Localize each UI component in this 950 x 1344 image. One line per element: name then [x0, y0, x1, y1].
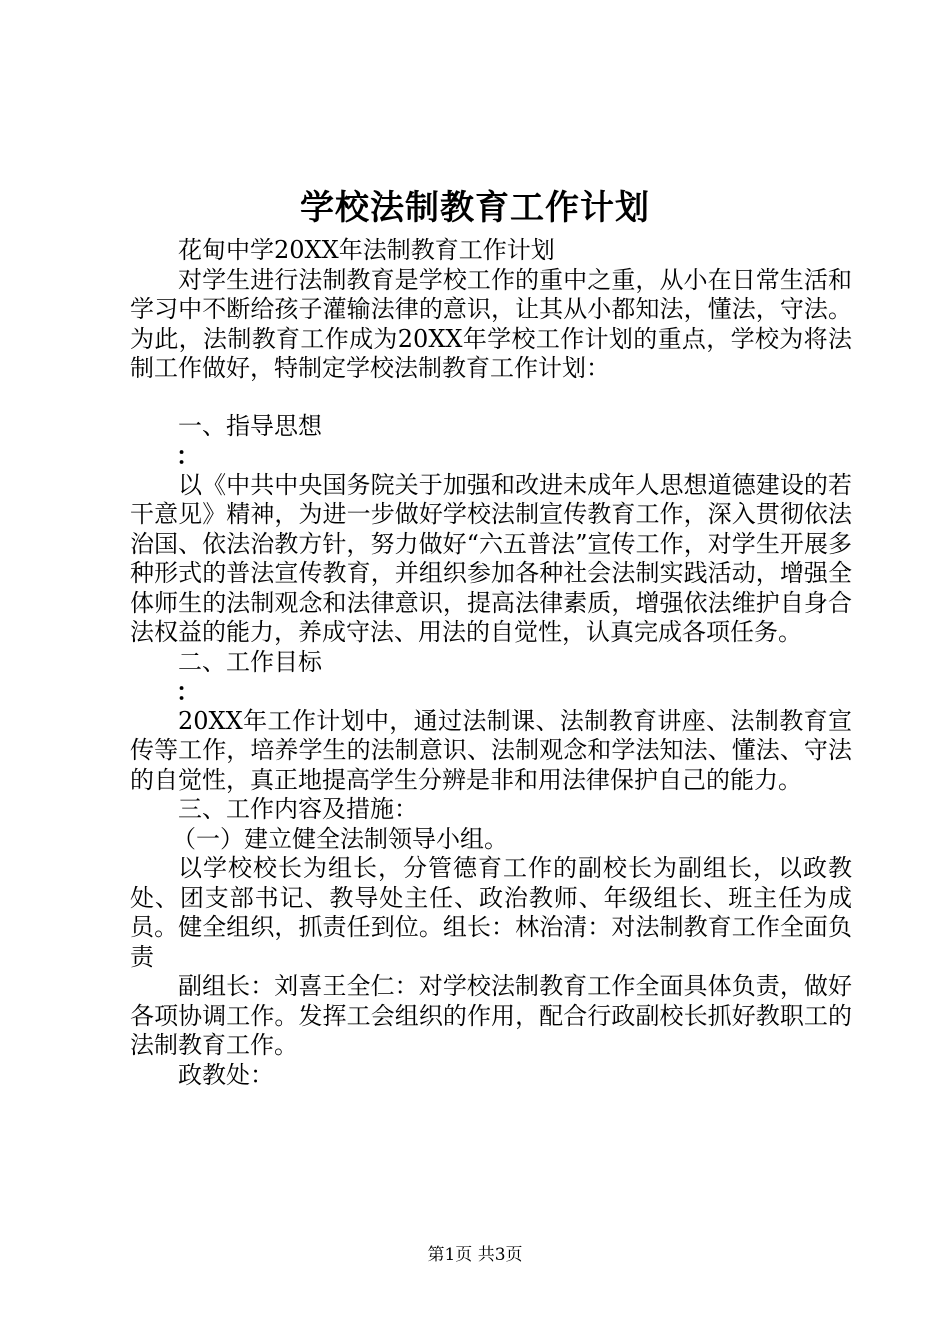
politics-office-line: 政教处：	[178, 1060, 274, 1089]
section3-heading: 三、工作内容及措施：	[178, 795, 418, 823]
section2-paragraph: 20XX年工作计划中，通过法制课、法制教育讲座、法制教育宣传等工作，培养学生的法制意识、法制观念和学法知法、懂法、守法的自觉性，真正地提高学生分辨是非和用法律保护自己的能力。	[130, 706, 852, 794]
section1-heading: 一、指导思想	[178, 411, 322, 440]
intro-paragraph: 对学生进行法制教育是学校工作的重中之重，从小在日常生活和学习中不断给孩子灌输法律的意识，让其从小都知法，懂法，守法。为此，法制教育工作成为20XX年学校工作计划的重点，学校为将法制工作做好，特制定学校法制教育工作计划：	[130, 265, 852, 382]
section2-heading: 二、工作目标	[178, 647, 322, 676]
section1-colon: ：	[176, 441, 200, 470]
paragraph-gap	[130, 384, 852, 412]
document-subtitle: 花甸中学20XX年法制教育工作计划	[178, 236, 555, 264]
section2-colon: ：	[176, 677, 200, 706]
page-footer: 第1页 共3页	[427, 1245, 523, 1265]
sub1-paragraph: 以学校校长为组长，分管德育工作的副校长为副组长，以政教处、团支部书记、教导处主任、政治教师、年级组长、班主任为成员。健全组织，抓责任到位。组长：林治清：对法制教育工作全面负责	[130, 854, 852, 971]
section1-paragraph: 以《中共中央国务院关于加强和改进未成年人思想道德建设的若干意见》精神，为进一步做好学校法制宣传教育工作，深入贯彻依法治国、依法治教方针，努力做好“六五普法”宣传工作，对学生开展多种形式的普法宣传教育，并组织参加各种社会法制实践活动，增强全体师生的法制观念和法律意识，提高法律素质，增强依法维护自身合法权益的能力，养成守法、用法的自觉性，认真完成各项任务。	[130, 470, 852, 646]
document-body	[130, 236, 852, 1090]
sub1-heading: （一）建立健全法制领导小组。	[172, 824, 508, 853]
document-title: 学校法制教育工作计划	[300, 188, 650, 228]
deputy-paragraph: 副组长：刘喜王全仁：对学校法制教育工作全面具体负责，做好各项协调工作。发挥工会组织的作用，配合行政副校长抓好教职工的法制教育工作。	[130, 972, 852, 1059]
